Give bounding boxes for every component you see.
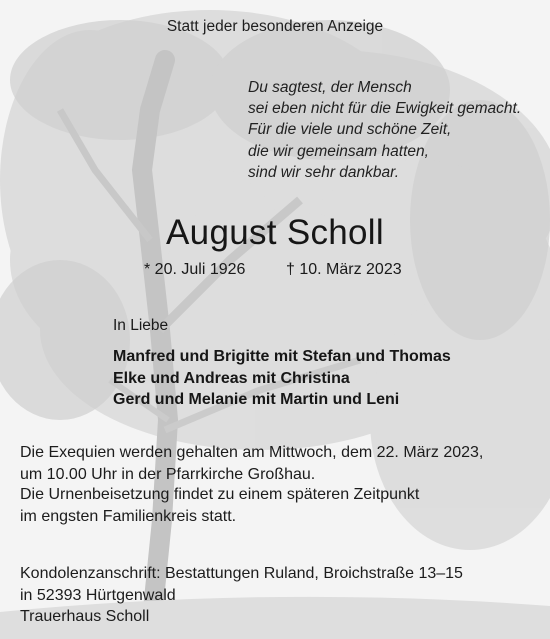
condolence-address [20,563,463,628]
address-line: Kondolenzanschrift: Bestattungen Ruland, Broichstraße 13–15 [20,565,463,582]
poem-line: Für die viele und schöne Zeit, [248,121,452,139]
deceased-name: August Scholl [166,213,384,252]
address-line: Trauerhaus Scholl [20,608,150,625]
poem-line: sind wir sehr dankbar. [248,163,400,181]
service-line: Die Exequien werden gehalten am Mittwoch, dem 22. März 2023, [20,444,484,461]
mourner-line: Gerd und Melanie mit Martin und Leni [113,391,400,408]
mourner-line: Manfred und Brigitte mit Stefan und Thomas [113,348,451,365]
service-line: um 10.00 Uhr in der Pfarrkirche Großhau. [20,465,316,483]
poem-line: sei eben nicht für die Ewigkeit gemacht. [248,100,522,118]
urn-burial-info [20,484,419,527]
poem [248,77,548,183]
birth-date: * 20. Juli 1926 [144,261,246,278]
service-line: Die Urnenbeisetzung findet zu einem späteren Zeitpunkt [20,486,420,503]
death-date: † 10. März 2023 [286,261,402,278]
exequien-info [20,442,483,485]
notice-header: Statt jeder besonderen Anzeige [166,18,384,35]
mourners-intro: In Liebe [113,317,169,334]
mourner-line: Elke und Andreas mit Christina [113,369,350,387]
poem-line: Du sagtest, der Mensch [248,79,412,96]
mourners-list [113,346,451,411]
service-line: im engsten Familienkreis statt. [20,507,237,525]
address-line: in 52393 Hürtgenwald [20,586,176,604]
poem-line: die wir gemeinsam hatten, [248,142,429,160]
